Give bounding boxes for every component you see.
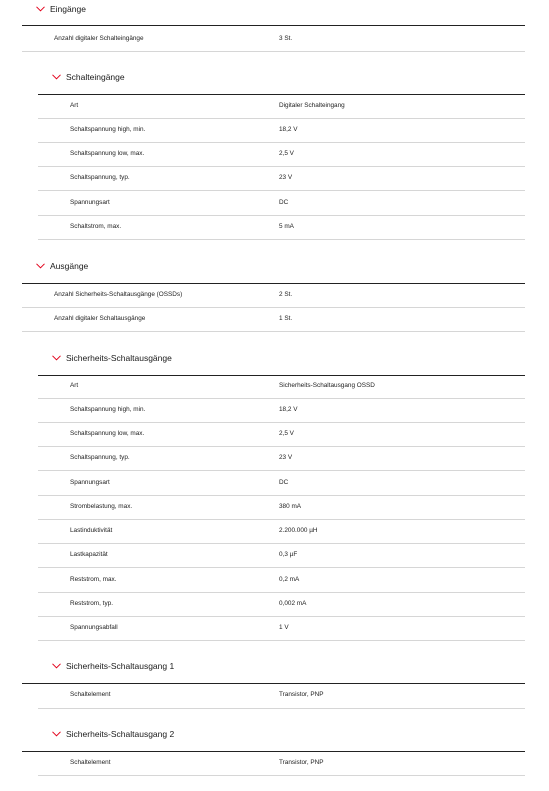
section-header-ausgaenge[interactable]: [36, 261, 88, 271]
spec-value: DC: [279, 479, 289, 486]
row-divider: [38, 708, 525, 709]
spec-value: Sicherheits-Schaltausgang OSSD: [279, 382, 375, 389]
row-divider: [38, 519, 525, 520]
spec-value: 2,5 V: [279, 150, 294, 157]
section-title: Sicherheits-Schaltausgang 1: [66, 661, 175, 671]
row-divider: [38, 166, 525, 167]
spec-label: Strombelastung, max.: [70, 503, 133, 510]
spec-label: Lastkapazität: [70, 551, 108, 558]
spec-value: Transistor, PNP: [279, 691, 324, 698]
spec-value: 23 V: [279, 454, 293, 461]
spec-label: Schaltelement: [70, 759, 111, 766]
spec-value: 3 St.: [279, 35, 293, 42]
row-divider: [38, 190, 525, 191]
row-divider: [38, 567, 525, 568]
row-divider: [38, 543, 525, 544]
spec-label: Schaltstrom, max.: [70, 223, 122, 230]
section-header-sicherheits-schaltausgang-1[interactable]: [52, 661, 174, 671]
section-header-sicherheits-schaltausgang-2[interactable]: [52, 729, 174, 739]
spec-value: Transistor, PNP: [279, 759, 324, 766]
section-rule: [22, 25, 525, 26]
section-header-schalteingaenge[interactable]: [52, 72, 125, 82]
row-divider: [38, 775, 525, 776]
spec-value: 5 mA: [279, 223, 294, 230]
spec-label: Anzahl digitaler Schaltausgänge: [54, 315, 146, 322]
chevron-down-icon: [52, 355, 61, 361]
section-rule: [22, 751, 525, 752]
section-rule: [22, 683, 525, 684]
spec-label: Schaltspannung high, min.: [70, 126, 146, 133]
spec-value: 23 V: [279, 174, 293, 181]
spec-value: 18,2 V: [279, 126, 298, 133]
spec-label: Schaltspannung low, max.: [70, 150, 145, 157]
spec-label: Schaltspannung high, min.: [70, 406, 146, 413]
spec-label: Anzahl digitaler Schalteingänge: [54, 35, 144, 42]
section-title: Sicherheits-Schaltausgänge: [66, 353, 172, 363]
spec-value: 2.200.000 µH: [279, 527, 318, 534]
chevron-down-icon: [52, 74, 61, 80]
section-title: Sicherheits-Schaltausgang 2: [66, 729, 175, 739]
spec-label: Reststrom, typ.: [70, 600, 113, 607]
spec-label: Schaltelement: [70, 691, 111, 698]
row-divider: [38, 118, 525, 119]
section-rule: [38, 375, 525, 376]
spec-value: 1 V: [279, 624, 289, 631]
row-divider: [38, 215, 525, 216]
row-divider: [38, 142, 525, 143]
spec-label: Anzahl Sicherheits-Schaltausgänge (OSSDs): [54, 291, 183, 298]
row-divider: [22, 307, 525, 308]
spec-label: Schaltspannung, typ.: [70, 454, 130, 461]
row-divider: [38, 592, 525, 593]
row-divider: [38, 470, 525, 471]
spec-value: 1 St.: [279, 315, 293, 322]
spec-label: Spannungsabfall: [70, 624, 118, 631]
section-header-sicherheits-schaltausgaenge[interactable]: [52, 353, 172, 363]
spec-label: Spannungsart: [70, 479, 110, 486]
section-rule: [22, 283, 525, 284]
spec-label: Art: [70, 382, 79, 389]
spec-label: Schaltspannung, typ.: [70, 174, 130, 181]
row-divider: [38, 640, 525, 641]
spec-value: Digitaler Schalteingang: [279, 102, 345, 109]
spec-label: Spannungsart: [70, 199, 110, 206]
section-rule: [38, 94, 525, 95]
section-title: Ausgänge: [50, 261, 89, 271]
spec-value: 2,5 V: [279, 430, 294, 437]
row-divider: [22, 51, 525, 52]
spec-value: DC: [279, 199, 289, 206]
chevron-down-icon: [52, 663, 61, 669]
chevron-down-icon: [36, 263, 45, 269]
spec-value: 0,002 mA: [279, 600, 307, 607]
row-divider: [22, 331, 525, 332]
spec-label: Reststrom, max.: [70, 576, 117, 583]
spec-value: 18,2 V: [279, 406, 298, 413]
spec-value: 0,2 mA: [279, 576, 300, 583]
spec-value: 2 St.: [279, 291, 293, 298]
spec-value: 0,3 µF: [279, 551, 298, 558]
row-divider: [38, 422, 525, 423]
section-header-eingaenge[interactable]: [36, 4, 86, 14]
spec-label: Schaltspannung low, max.: [70, 430, 145, 437]
row-divider: [38, 239, 525, 240]
row-divider: [38, 398, 525, 399]
spec-label: Lastinduktivität: [70, 527, 113, 534]
section-title: Eingänge: [50, 4, 86, 14]
chevron-down-icon: [36, 6, 45, 12]
row-divider: [38, 616, 525, 617]
row-divider: [38, 446, 525, 447]
section-title: Schalteingänge: [66, 72, 125, 82]
chevron-down-icon: [52, 731, 61, 737]
row-divider: [38, 495, 525, 496]
spec-label: Art: [70, 102, 79, 109]
spec-value: 380 mA: [279, 503, 302, 510]
